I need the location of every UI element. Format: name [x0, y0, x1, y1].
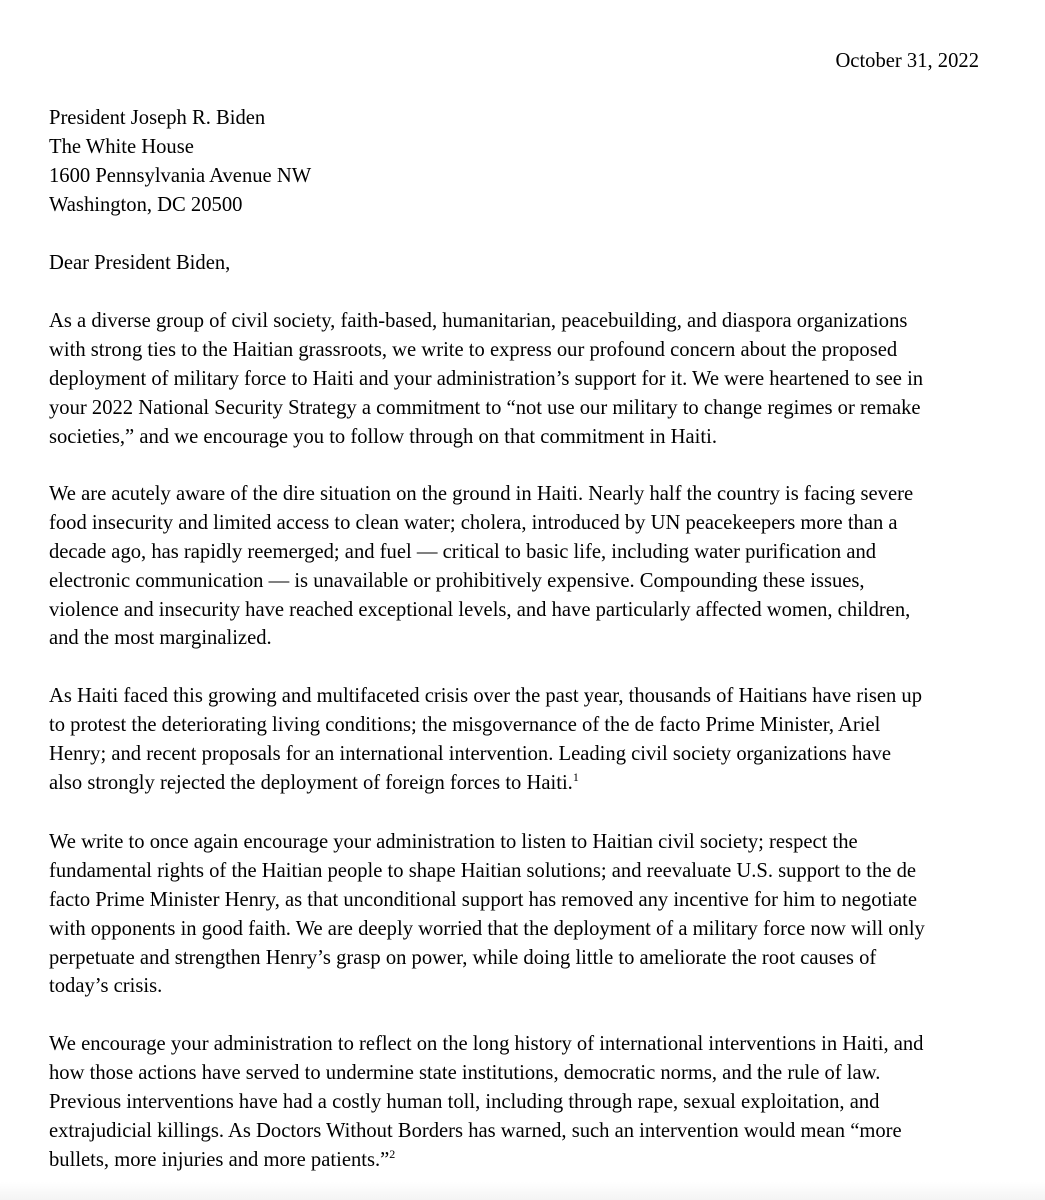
footnote-ref-2: 2	[389, 1146, 396, 1161]
salutation	[49, 249, 989, 278]
paragraph-line-text: bullets, more injuries and more patients.”	[49, 1148, 390, 1171]
paragraph-1	[49, 307, 989, 451]
paragraph-line: violence and insecurity have reached exceptional levels, and have particularly affected women, children,	[49, 598, 911, 621]
footnote-ref-1: 1	[572, 769, 579, 784]
paragraph-4	[49, 828, 989, 1001]
letter-date: October 31, 2022	[835, 50, 979, 72]
paragraph-line: your 2022 National Security Strategy a commitment to “not use our military to change regimes or remake	[49, 396, 921, 419]
page-bottom-edge	[0, 1182, 1045, 1200]
paragraph-line: societies,” and we encourage you to follow through on that commitment in Haiti.	[49, 425, 717, 448]
address-line: President Joseph R. Biden	[49, 107, 266, 129]
paragraph-line	[49, 1146, 989, 1175]
paragraph-line: how those actions have served to undermine state institutions, democratic norms, and the rule of law.	[49, 1061, 881, 1084]
paragraph-line: food insecurity and limited access to clean water; cholera, introduced by UN peacekeepers more than a	[49, 511, 898, 534]
paragraph-line: fundamental rights of the Haitian people to shape Haitian solutions; and reevaluate U.S. support to the de	[49, 859, 917, 882]
paragraph-line: deployment of military force to Haiti and your administration’s support for it. We were heartened to see in	[49, 367, 924, 390]
salutation-text: Dear President Biden,	[49, 252, 231, 274]
paragraph-line: As a diverse group of civil society, faith-based, humanitarian, peacebuilding, and diaspora organizations	[49, 310, 908, 332]
paragraph-line: facto Prime Minister Henry, as that unconditional support has removed any incentive for him to negotiate	[49, 888, 917, 911]
paragraph-line: today’s crisis.	[49, 975, 163, 998]
paragraph-line: with strong ties to the Haitian grassroots, we write to express our profound concern about the proposed	[49, 338, 898, 361]
paragraph-line: extrajudicial killings. As Doctors Without Borders has warned, such an intervention would mean “more	[49, 1119, 902, 1142]
paragraph-line: Previous interventions have had a costly human toll, including through rape, sexual exploitation, and	[49, 1090, 880, 1113]
paragraph-line: We write to once again encourage your administration to listen to Haitian civil society; respect the	[49, 831, 858, 853]
paragraph-line-text: also strongly rejected the deployment of foreign forces to Haiti.	[49, 771, 573, 794]
paragraph-2	[49, 480, 989, 653]
paragraph-5	[49, 1030, 989, 1174]
address-line: The White House	[49, 135, 194, 158]
paragraph-line: electronic communication — is unavailable or prohibitively expensive. Compounding these issues,	[49, 569, 865, 592]
address-line: 1600 Pennsylvania Avenue NW	[49, 164, 312, 187]
paragraph-line: Henry; and recent proposals for an international intervention. Leading civil society organizations have	[49, 742, 891, 765]
paragraph-line: We encourage your administration to reflect on the long history of international interventions in Haiti, and	[49, 1033, 924, 1055]
paragraph-line: with opponents in good faith. We are deeply worried that the deployment of a military force now will only	[49, 917, 925, 940]
recipient-address	[49, 104, 989, 220]
paragraph-line	[49, 769, 989, 798]
paragraph-line: and the most marginalized.	[49, 627, 272, 650]
paragraph-3	[49, 682, 989, 798]
address-line: Washington, DC 20500	[49, 193, 243, 216]
paragraph-line: We are acutely aware of the dire situation on the ground in Haiti. Nearly half the country is facing severe	[49, 483, 914, 505]
paragraph-line: to protest the deteriorating living conditions; the misgovernance of the de facto Prime Minister, Ariel	[49, 713, 881, 736]
paragraph-line: As Haiti faced this growing and multifaceted crisis over the past year, thousands of Haitians have risen up	[49, 685, 923, 707]
paragraph-line: perpetuate and strengthen Henry’s grasp on power, while doing little to ameliorate the root causes of	[49, 946, 877, 969]
paragraph-line: decade ago, has rapidly reemerged; and fuel — critical to basic life, including water purification and	[49, 540, 877, 563]
